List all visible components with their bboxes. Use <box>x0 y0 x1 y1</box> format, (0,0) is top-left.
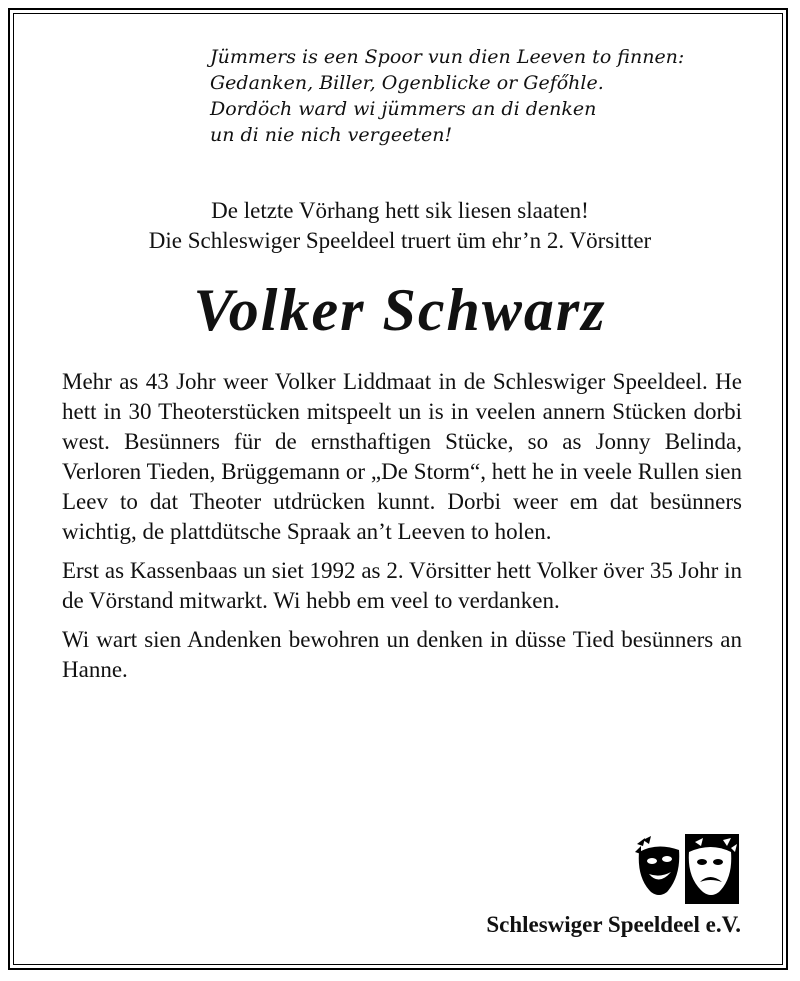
poem <box>210 44 730 148</box>
signature: Schleswiger Speeldeel e.V. <box>486 912 741 937</box>
paragraph: Mehr as 43 Johr weer Volker Liddmaat in de Schleswiger Speeldeel. He hett in 30 Theoterstücken mitspeelt un is in veelen annern Stücken dorbi west. Besünners für de ernsthaftigen Stücke, so as Jonny Belinda, Verloren Tieden, Brüggemann or „De Storm“, hett he in veele Rullen sien Leev to dat Theoter utdrücken kunnt. Dorbi weer em dat besünners wichtig, de plattdütsche Spraak an’t Leeven to holen. <box>62 369 742 544</box>
obituary-text <box>62 367 742 694</box>
deceased-name: Volker Schwarz <box>193 277 607 343</box>
poem-line: Jümmers is een Spoor vun dien Leeven to finnen: <box>210 46 685 68</box>
poem-line: Gedanken, Biller, Ogenblicke or Gefőhle. <box>210 72 604 94</box>
intro-line-1: De letzte Vörhang hett sik liesen slaaten! <box>211 198 589 223</box>
poem-line: un di nie nich vergeeten! <box>210 124 453 146</box>
paragraph: Wi wart sien Andenken bewohren un denken in düsse Tied besünners an Hanne. <box>62 627 742 682</box>
theatre-masks-icon <box>633 834 739 904</box>
poem-line: Dordöch ward wi jümmers an di denken <box>210 98 597 120</box>
intro-line-2: Die Schleswiger Speeldeel truert üm ehr’n 2. Vörsitter <box>148 228 652 253</box>
intro <box>40 196 760 256</box>
paragraph: Erst as Kassenbaas un siet 1992 as 2. Vörsitter hett Volker över 35 Johr in de Vörstand mitwarkt. Wi hebb em veel to verdanken. <box>62 558 742 613</box>
